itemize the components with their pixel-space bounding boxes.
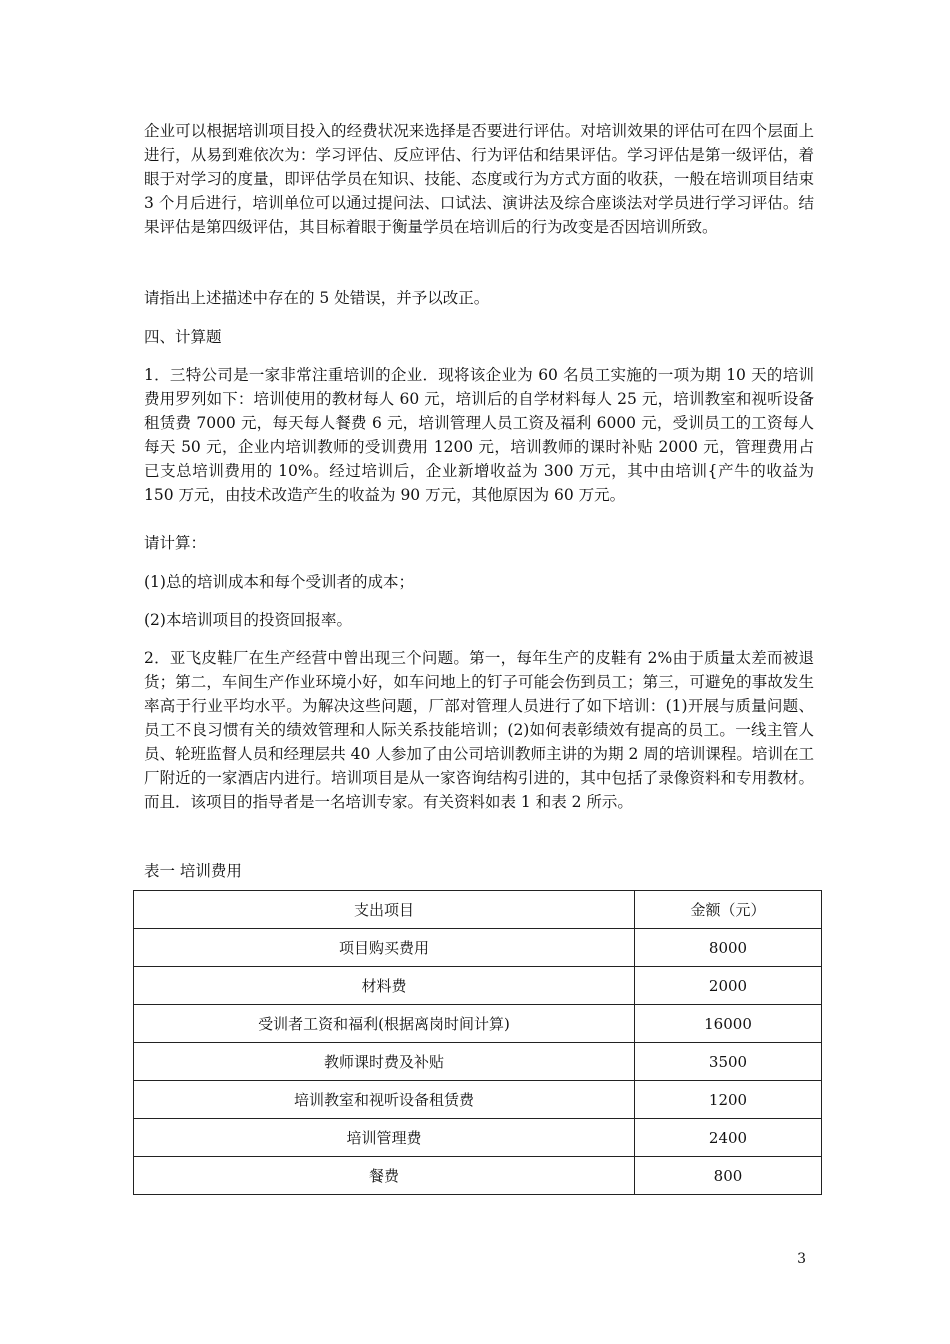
table-row bbox=[134, 1119, 822, 1157]
table-header-amount: 金额（元） bbox=[635, 891, 822, 929]
table-cell-item: 教师课时费及补贴 bbox=[134, 1043, 635, 1081]
paragraph-calc-item-1: (1)总的培训成本和每个受训者的成本； bbox=[144, 573, 414, 591]
paragraph-problem-1: 1．三特公司是一家非常注重培训的企业．现将该企业为 60 名员工实施的一项为期 10 天的培训费用罗列如下：培训使用的教材每人 60 元，培训后的自学材料每人 25 元，培训教室和视听设备租赁费 7000 元，每天每人餐费 6 元，培训管理人员工资及福利 6000 元，受训员工的工资每人每天 50 元，企业内培训教师的受训费用 1200 元，培训教师的课时补贴 2000 元，管理费用占已支总培训费用的 10%。经过培训后，企业新增收益为 300 万元，其中由培训{产牛的收益为 150 万元，由技术改造产生的收益为 90 万元，其他原因为 60 万元。 bbox=[144, 366, 814, 504]
table-cell-item: 项目购买费用 bbox=[134, 929, 635, 967]
table-cell-amount: 1200 bbox=[635, 1081, 822, 1119]
table-cell-amount: 2400 bbox=[635, 1119, 822, 1157]
table-cell-item: 培训管理费 bbox=[134, 1119, 635, 1157]
table-row bbox=[134, 1157, 822, 1195]
paragraph-calc-prompt: 请计算： bbox=[144, 534, 207, 552]
training-cost-table bbox=[133, 890, 822, 1195]
table-caption: 表一 培训费用 bbox=[144, 862, 242, 880]
paragraph-calc-item-2: (2)本培训项目的投资回报率。 bbox=[144, 611, 352, 629]
table-header-item: 支出项目 bbox=[134, 891, 635, 929]
table-cell-item: 受训者工资和福利(根据离岗时间计算) bbox=[134, 1005, 635, 1043]
paragraph-question-prompt: 请指出上述描述中存在的 5 处错误，并予以改正。 bbox=[144, 289, 490, 307]
table-cell-item: 材料费 bbox=[134, 967, 635, 1005]
table-cell-amount: 16000 bbox=[635, 1005, 822, 1043]
table-cell-item: 餐费 bbox=[134, 1157, 635, 1195]
table-row bbox=[134, 1081, 822, 1119]
table-cell-amount: 8000 bbox=[635, 929, 822, 967]
table-row bbox=[134, 1043, 822, 1081]
section-heading: 四、计算题 bbox=[144, 328, 222, 346]
table-header-row bbox=[134, 891, 822, 929]
table-row bbox=[134, 1005, 822, 1043]
table-cell-amount: 800 bbox=[635, 1157, 822, 1195]
table-cell-item: 培训教室和视听设备租赁费 bbox=[134, 1081, 635, 1119]
table-cell-amount: 3500 bbox=[635, 1043, 822, 1081]
paragraph-evaluation: 企业可以根据培训项目投入的经费状况来选择是否要进行评估。对培训效果的评估可在四个层面上进行，从易到难依次为：学习评估、反应评估、行为评估和结果评估。学习评估是第一级评估，着眼于对学习的度量，即评估学员在知识、技能、态度或行为方式方面的收获，一般在培训项目结束 3 个月后进行，培训单位可以通过提问法、口试法、演讲法及综合座谈法对学员进行学习评估。结果评估是第四级评估，其目标着眼于衡量学员在培训后的行为改变是否因培训所致。 bbox=[144, 122, 814, 236]
table-row bbox=[134, 967, 822, 1005]
table-cell-amount: 2000 bbox=[635, 967, 822, 1005]
table-row bbox=[134, 929, 822, 967]
page-number: 3 bbox=[797, 1251, 806, 1267]
paragraph-problem-2: 2．亚飞皮鞋厂在生产经营中曾出现三个问题。第一，每年生产的皮鞋有 2%由于质量太差而被退货；第二，车间生产作业环境小好，如车问地上的钉子可能会伤到员工；第三，可避免的事故发生率高于行业平均水平。为解决这些问题，厂部对管理人员进行了如下培训：(1)开展与质量问题、员工不良习惯有关的绩效管理和人际关系技能培训；(2)如何表彰绩效有提高的员工。一线主管人员、轮班监督人员和经理层共 40 人参加了由公司培训教师主讲的为期 2 周的培训课程。培训在工厂附近的一家酒店内进行。培训项目是从一家咨询结构引进的，其中包括了录像资料和专用教材。而且．该项目的指导者是一名培训专家。有关资料如表 1 和表 2 所示。 bbox=[144, 649, 814, 811]
